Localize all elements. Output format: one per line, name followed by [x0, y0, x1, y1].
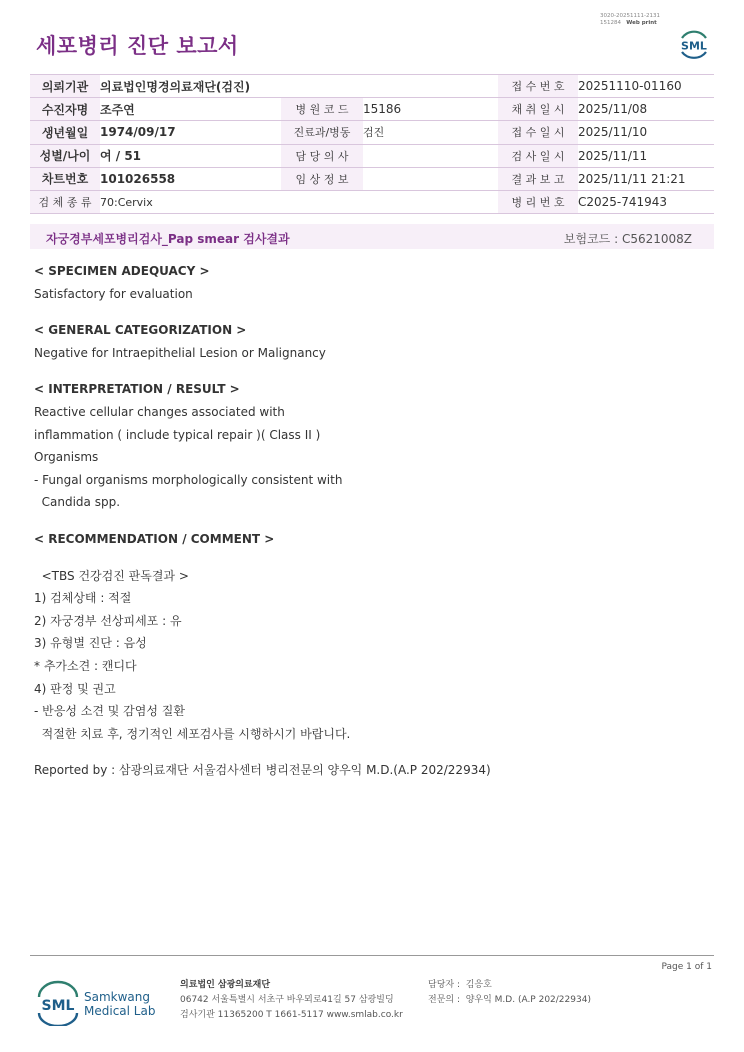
interpretation-line: Reactive cellular changes associated with	[34, 404, 285, 419]
info-label: 담 당 의 사	[281, 144, 363, 167]
info-value: 검진	[363, 121, 498, 144]
info-label: 접 수 일 시	[498, 121, 578, 144]
samkwang-logo-icon	[36, 980, 161, 1026]
footer-staff-info	[428, 978, 591, 1008]
info-label: 검 체 종 류	[30, 190, 100, 213]
adequacy-text: Satisfactory for evaluation	[34, 286, 193, 301]
category-heading: < GENERAL CATEGORIZATION >	[34, 323, 247, 338]
info-value: 2025/11/11 21:21	[578, 167, 714, 190]
manager-name: 김응호	[465, 980, 492, 990]
info-label: 접 수 번 호	[498, 75, 578, 98]
sml-logo-icon	[676, 26, 712, 62]
info-row	[30, 167, 714, 190]
info-value: 조주연	[100, 98, 281, 121]
page-number: Page 1 of 1	[661, 962, 712, 972]
test-section-title: 자궁경부세포병리검사_Pap smear 검사결과	[46, 232, 290, 246]
recommendation-line: 적절한 치료 후, 정기적인 세포검사를 시행하시기 바랍니다.	[34, 726, 351, 741]
info-value: 의료법인명경의료재단(검진)	[100, 75, 498, 98]
footer-org-name: 의료법인 삼광의료재단	[180, 980, 271, 990]
footer-logo-line1: Samkwang	[84, 990, 150, 1004]
reported-by: Reported by : 삼광의료재단 서울검사센터 병리전문의 양우익 M.D.(A.P 202/22934)	[34, 763, 491, 778]
footer-org-info	[180, 978, 403, 1023]
info-row	[30, 144, 714, 167]
recommendation-line: 3) 유형별 진단 : 음성	[34, 636, 147, 651]
print-code	[600, 13, 660, 27]
info-row	[30, 121, 714, 144]
info-label: 의뢰기관	[30, 75, 100, 98]
print-code-line1: 3020-20251111-2131	[600, 13, 660, 19]
info-label: 채 취 일 시	[498, 98, 578, 121]
info-label: 차트번호	[30, 167, 100, 190]
recommendation-line: * 추가소견 : 캔디다	[34, 658, 137, 673]
info-label: 수진자명	[30, 98, 100, 121]
recommendation-line: 1) 검체상태 : 적절	[34, 591, 132, 606]
recommendation-line: <TBS 건강검진 판독결과 >	[34, 568, 189, 583]
specialist-label: 전문의 :	[428, 995, 460, 1005]
logo-text: SML	[681, 39, 707, 53]
print-code-id: 151284	[600, 20, 622, 26]
info-value: 101026558	[100, 167, 281, 190]
info-value: 2025/11/10	[578, 121, 714, 144]
recommendation-line: 4) 판정 및 권고	[34, 681, 116, 696]
info-row	[30, 98, 714, 121]
footer-contact: 검사기관 11365200 T 1661-5117 www.smlab.co.kr	[180, 1010, 403, 1020]
recommendation-line: - 반응성 소견 및 감염성 질환	[34, 704, 185, 719]
recommendation-line: 2) 자궁경부 선상피세포 : 유	[34, 613, 182, 628]
info-value: 20251110-01160	[578, 75, 714, 98]
report-body	[34, 260, 704, 782]
category-text: Negative for Intraepithelial Lesion or Malignancy	[34, 345, 326, 360]
manager-label: 담당자 :	[428, 980, 460, 990]
info-row	[30, 75, 714, 98]
info-label: 생년월일	[30, 121, 100, 144]
patient-info-table	[30, 74, 714, 214]
specialist-name: 양우익 M.D. (A.P 202/22934)	[465, 995, 591, 1005]
info-value: 2025/11/08	[578, 98, 714, 121]
adequacy-heading: < SPECIMEN ADEQUACY >	[34, 264, 210, 278]
info-value	[363, 144, 498, 167]
recommendation-heading: < RECOMMENDATION / COMMENT >	[34, 531, 275, 546]
interpretation-line: Candida spp.	[34, 495, 121, 510]
footer-logo-line2: Medical Lab	[84, 1004, 156, 1018]
info-label: 진료과/병동	[281, 121, 363, 144]
report-title: 세포병리 진단 보고서	[36, 34, 239, 58]
footer-address: 06742 서울특별시 서초구 바우뫼로41길 57 삼광빌딩	[180, 995, 394, 1005]
info-value: 2025/11/11	[578, 144, 714, 167]
web-print-label: Web print	[626, 20, 657, 26]
interpretation-line: inflammation ( include typical repair )( Class II )	[34, 427, 321, 442]
interpretation-line: Organisms	[34, 450, 99, 465]
footer-divider	[30, 955, 714, 956]
info-label: 결 과 보 고	[498, 167, 578, 190]
info-value	[363, 167, 498, 190]
interpretation-line: - Fungal organisms morphologically consistent with	[34, 472, 343, 487]
info-row	[30, 190, 714, 213]
info-label: 병 원 코 드	[281, 98, 363, 121]
insurance-code: 보험코드 : C5621008Z	[563, 232, 692, 246]
info-value: 15186	[363, 98, 498, 121]
info-label: 임 상 정 보	[281, 167, 363, 190]
info-value: 1974/09/17	[100, 121, 281, 144]
info-value: C2025-741943	[578, 190, 714, 213]
footer-logo-text: SML	[41, 998, 75, 1014]
info-label: 병 리 번 호	[498, 190, 578, 213]
info-label: 성별/나이	[30, 144, 100, 167]
info-label: 검 사 일 시	[498, 144, 578, 167]
info-value: 70:Cervix	[100, 190, 498, 213]
interpretation-heading: < INTERPRETATION / RESULT >	[34, 382, 240, 397]
info-value: 여 / 51	[100, 144, 281, 167]
